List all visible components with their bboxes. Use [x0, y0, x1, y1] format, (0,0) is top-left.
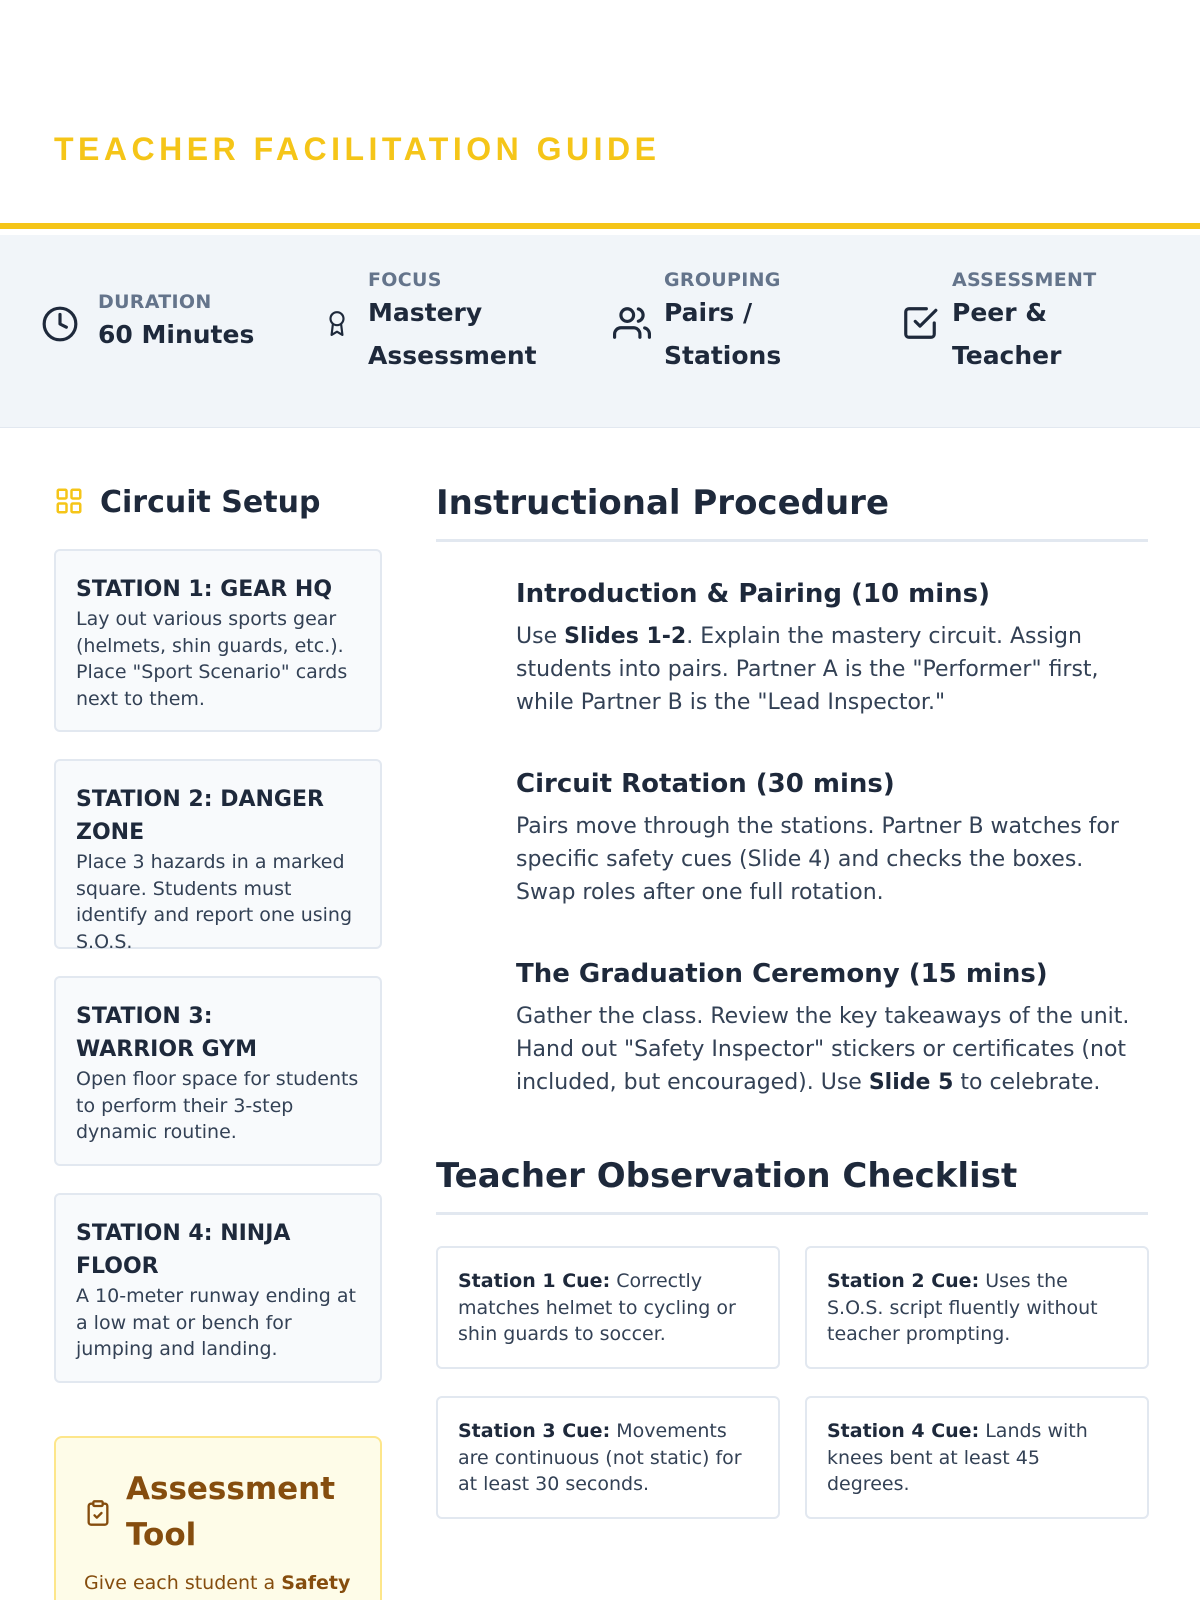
station-name: STATION 4: NINJA FLOOR [76, 1221, 291, 1279]
users-icon [612, 303, 652, 343]
procedure-heading: Instructional Procedure [436, 483, 1148, 542]
checklist-heading: Teacher Observation Checklist [436, 1156, 1148, 1215]
meta-label: ASSESSMENT [952, 269, 1097, 291]
station-card [54, 759, 382, 953]
checklist-cue: Station 2 Cue: Uses the S.O.S. script fluently without teacher prompting. [805, 1246, 1149, 1369]
page-header [0, 0, 1200, 229]
meta-value: Peer & Teacher [952, 298, 1062, 370]
procedure-step [516, 956, 1136, 1099]
checklist-cue: Station 3 Cue: Movements are continuous (not static) for at least 30 seconds. [436, 1396, 780, 1519]
clock-icon [40, 304, 80, 344]
station-card [54, 1193, 382, 1383]
checklist-cue: Station 1 Cue: Correctly matches helmet to cycling or shin guards to soccer. [436, 1246, 780, 1369]
procedure-step [516, 576, 1136, 719]
station-name: STATION 2: DANGER ZONE [76, 787, 324, 845]
meta-focus [322, 269, 538, 377]
station-card [54, 549, 382, 732]
meta-grouping [612, 269, 784, 377]
meta-label: DURATION [98, 291, 212, 313]
meta-value: 60 Minutes [98, 320, 255, 349]
checkbox-icon [900, 303, 940, 343]
assessment-tool-card [54, 1436, 382, 1600]
station-name: STATION 3: WARRIOR GYM [76, 1004, 258, 1062]
meta-assessment [900, 269, 1096, 377]
step-text: Pairs move through the stations. Partner B watches for specific safety cues (Slide 4) and checks the boxes. Swap roles after one full rotation. [516, 814, 1119, 905]
station-description: A 10-meter runway ending at a low mat or bench for jumping and landing. [76, 1285, 356, 1360]
step-title: Circuit Rotation (30 mins) [516, 769, 895, 799]
meta-value: Mastery Assessment [368, 298, 537, 370]
step-text: Gather the class. Review the key takeaways of the unit. Hand out "Safety Inspector" stickers or certificates (not included, but encouraged). Use Slide 5 to celebrate. [516, 1004, 1130, 1095]
station-name: STATION 1: GEAR HQ [76, 577, 333, 602]
guide-title: TEACHER FACILITATION GUIDE [54, 131, 661, 167]
station-description: Place 3 hazards in a marked square. Students must identify and report one using S.O.S. [76, 851, 353, 953]
station-description: Lay out various sports gear (helmets, shin guards, etc.). Place "Sport Scenario" cards next to them. [76, 608, 348, 710]
clipboard-check-icon [84, 1498, 112, 1532]
award-icon [322, 303, 352, 343]
step-title: The Graduation Ceremony (15 mins) [516, 959, 1048, 989]
meta-label: GROUPING [664, 269, 781, 291]
assessment-tool-title: Assessment Tool [126, 1471, 336, 1553]
meta-bar [0, 235, 1200, 428]
procedure-step [516, 766, 1136, 909]
assessment-tool-text: Give each student a Safety [84, 1572, 351, 1594]
meta-label: FOCUS [368, 269, 442, 291]
grid-icon [54, 486, 84, 520]
meta-duration [40, 291, 254, 356]
step-text: Use Slides 1-2. Explain the mastery circuit. Assign students into pairs. Partner A is the "Performer" first, while Partner B is the "Lead Inspector." [516, 624, 1099, 715]
sidebar-title: Circuit Setup [100, 485, 321, 520]
circuit-setup-heading [54, 485, 320, 520]
meta-value: Pairs / Stations [664, 298, 782, 370]
step-title: Introduction & Pairing (10 mins) [516, 579, 991, 609]
station-card [54, 976, 382, 1166]
station-description: Open floor space for students to perform their 3-step dynamic routine. [76, 1068, 359, 1143]
checklist-cue: Station 4 Cue: Lands with knees bent at least 45 degrees. [805, 1396, 1149, 1519]
